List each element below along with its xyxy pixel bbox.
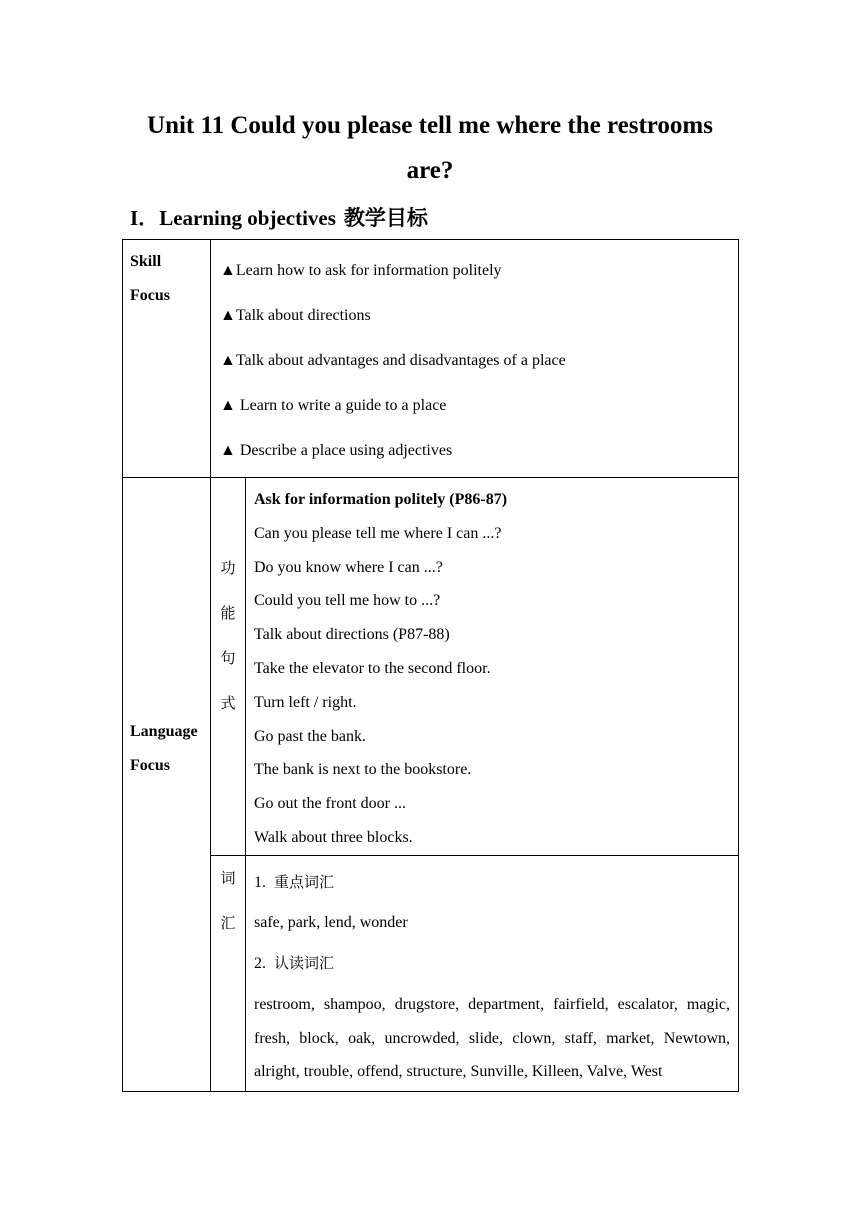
- language-focus-vocabulary-row: [123, 855, 739, 1091]
- function-label-char: 式: [220, 694, 236, 712]
- learning-objectives-table: [122, 239, 739, 1092]
- section-label: Learning objectives: [159, 206, 336, 230]
- vocabulary-label-char: 汇: [220, 913, 236, 932]
- vocabulary-cell: [246, 855, 739, 1091]
- function-sentence: Do you know where I can ...?: [254, 558, 443, 576]
- function-label-char: 功: [220, 559, 236, 577]
- function-sentence: Go past the bank.: [254, 727, 366, 745]
- function-sentence: The bank is next to the bookstore.: [254, 761, 472, 779]
- function-label-char: 能: [220, 604, 236, 622]
- function-sentences-label-cell: [211, 478, 246, 856]
- language-focus-label: [123, 478, 210, 783]
- skill-item: ▲ Learn to write a guide to a place: [220, 397, 447, 414]
- function-sentence: Could you tell me how to ...?: [254, 592, 441, 610]
- function-label-char: 句: [220, 649, 236, 667]
- reading-vocabulary-words: restroom, shampoo, drugstore, department, fairfield, escalator, magic, fresh, block, oak, uncrowded, slide, clown, staff, market, Newtown, alright, trouble, offend, structure, Sunville, Killeen, Valve, West: [254, 995, 730, 1081]
- section-heading: [130, 202, 428, 232]
- function-sentence: Take the elevator to the second floor.: [254, 659, 491, 677]
- skill-focus-label-cell: [123, 240, 211, 478]
- skill-item: ▲Learn how to ask for information politely: [220, 262, 502, 279]
- skill-focus-content-cell: [211, 240, 739, 478]
- skill-focus-label-line-2: Focus: [130, 287, 170, 304]
- skill-item: ▲Talk about advantages and disadvantages of a place: [220, 352, 566, 369]
- function-sentence: Walk about three blocks.: [254, 828, 413, 846]
- function-sentences-label: [211, 478, 245, 726]
- skill-item: ▲Talk about directions: [220, 307, 371, 324]
- language-focus-label-line-2: Focus: [130, 757, 170, 774]
- page-title-line-2: are?: [406, 157, 454, 184]
- section-label-cn: 教学目标: [343, 206, 428, 230]
- key-vocabulary-words: safe, park, lend, wonder: [254, 913, 408, 931]
- key-vocabulary-heading: [254, 862, 730, 903]
- vocabulary-label-char: 词: [220, 868, 236, 887]
- key-vocabulary-number: 1.: [254, 873, 266, 891]
- reading-vocabulary-number: 2.: [254, 954, 266, 972]
- key-vocabulary-title: 重点词汇: [274, 872, 335, 891]
- function-sentence: Turn left / right.: [254, 693, 357, 711]
- vocabulary-label: [211, 856, 245, 946]
- skill-focus-label-line-1: Skill: [130, 253, 162, 270]
- skill-focus-list: [211, 240, 738, 477]
- function-subheading: Talk about directions (P87-88): [254, 626, 450, 644]
- skill-item: ▲ Describe a place using adjectives: [220, 442, 453, 459]
- function-sentence: Go out the front door ...: [254, 795, 406, 813]
- reading-vocabulary-heading: [254, 943, 730, 984]
- function-sentences-list: [246, 478, 738, 855]
- language-focus-function-row: [123, 478, 739, 856]
- skill-focus-label: [123, 240, 210, 313]
- vocabulary-label-cell: [211, 855, 246, 1091]
- reading-vocabulary-title: 认读词汇: [274, 953, 335, 972]
- section-number: I．: [130, 206, 160, 230]
- function-subheading: Ask for information politely (P86-87): [254, 491, 508, 508]
- function-sentences-cell: [246, 478, 739, 856]
- page-title-line-1: Unit 11 Could you please tell me where the restrooms: [147, 112, 713, 139]
- vocabulary-content: [246, 856, 738, 1091]
- language-focus-label-cell: [123, 478, 211, 1092]
- skill-focus-row: [123, 240, 739, 478]
- function-sentence: Can you please tell me where I can ...?: [254, 524, 502, 542]
- language-focus-label-line-1: Language: [130, 723, 198, 740]
